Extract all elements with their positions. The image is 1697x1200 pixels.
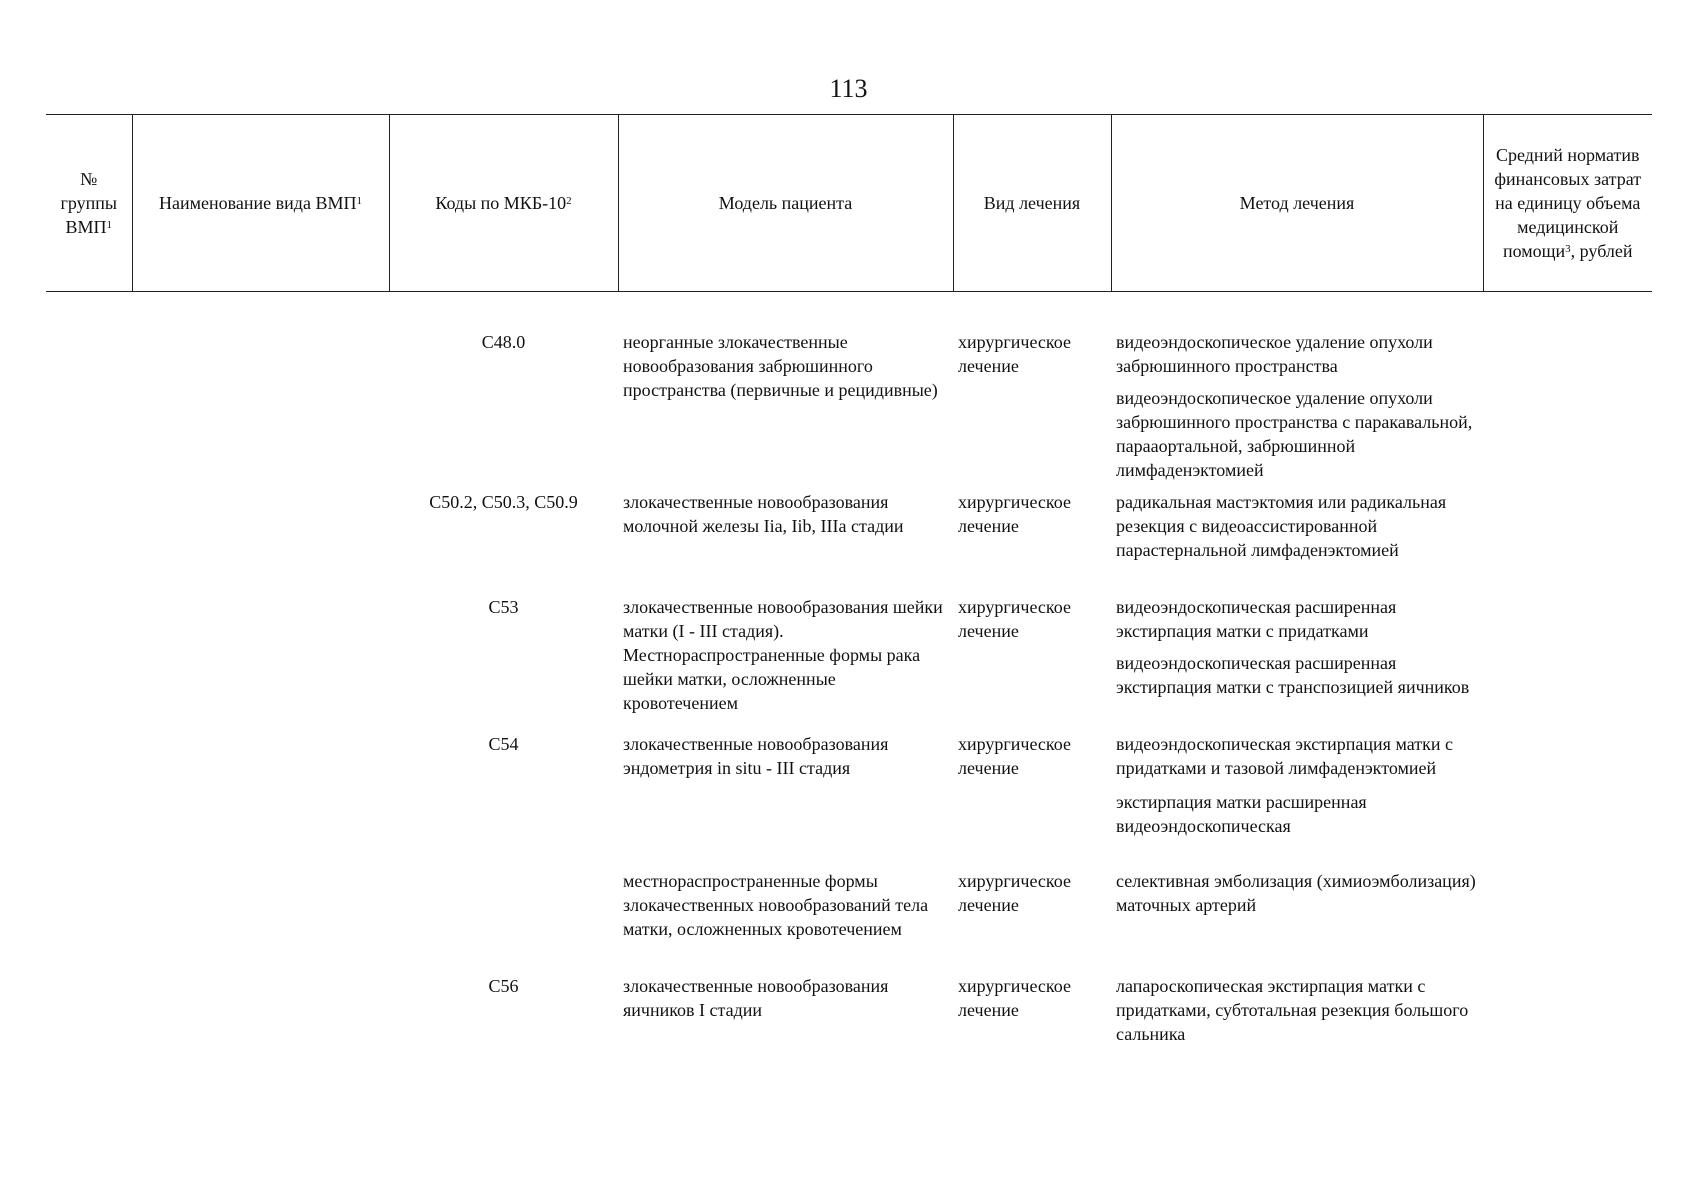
table-row bbox=[46, 869, 1652, 974]
cell-vmp-name bbox=[132, 974, 389, 1054]
header-cost-norm-footnote: 3 bbox=[1565, 243, 1571, 255]
header-vmp-name-footnote: 1 bbox=[356, 195, 362, 207]
table-row bbox=[46, 595, 1652, 732]
vmp-table-container bbox=[46, 114, 1652, 1054]
table-header-row bbox=[46, 115, 1652, 292]
header-cost-norm bbox=[1483, 115, 1652, 292]
header-group-no-text: № группы ВМП bbox=[60, 169, 117, 237]
cell-icd-code: C56 bbox=[488, 975, 519, 996]
cell-treatment-type: хирургическое лечение bbox=[958, 870, 1071, 915]
method-item: селективная эмболизация (химиоэмболизация) маточных артерий bbox=[1116, 870, 1476, 915]
header-treatment-method: Метод лечения bbox=[1111, 115, 1483, 292]
cell-icd-code: C53 bbox=[488, 596, 519, 617]
header-group-no bbox=[46, 115, 132, 292]
cell-patient-model: злокачественные новообразования шейки матки (I - III стадия). Местнораспространенные формы рака шейки матки, осложненные кровотечением bbox=[623, 596, 943, 713]
cell-patient-model: местнораспространенные формы злокачественных новообразований тела матки, осложненных кровотечением bbox=[623, 870, 929, 939]
header-treatment-type: Вид лечения bbox=[953, 115, 1111, 292]
cell-cost bbox=[1483, 595, 1652, 732]
spacer-row bbox=[46, 292, 1652, 330]
table-row bbox=[46, 974, 1652, 1054]
header-icd-codes-footnote: 2 bbox=[566, 195, 572, 207]
header-icd-codes-text: Коды по МКБ-10 bbox=[435, 193, 567, 213]
header-cost-norm-unit: , рублей bbox=[1570, 241, 1633, 261]
method-item: видеоэндоскопическое удаление опухоли забрюшинного пространства bbox=[1116, 331, 1433, 376]
cell-group-no bbox=[46, 330, 132, 490]
cell-cost bbox=[1483, 869, 1652, 974]
cell-patient-model: неорганные злокачественные новообразования забрюшинного пространства (первичные и рецидивные) bbox=[623, 331, 938, 400]
cell-icd-code: C48.0 bbox=[481, 331, 526, 352]
cell-vmp-name bbox=[132, 869, 389, 974]
cell-patient-model: злокачественные новообразования молочной железы Iia, Iib, IIIa стадии bbox=[623, 491, 904, 536]
cell-cost bbox=[1483, 974, 1652, 1054]
cell-cost bbox=[1483, 732, 1652, 869]
header-vmp-name bbox=[132, 115, 389, 292]
cell-group-no bbox=[46, 974, 132, 1054]
method-item: экстирпация матки расширенная видеоэндоскопическая bbox=[1116, 791, 1367, 836]
table-row bbox=[46, 490, 1652, 595]
header-group-no-footnote: 1 bbox=[106, 219, 112, 231]
page-number: 113 bbox=[829, 74, 868, 103]
cell-treatment-method bbox=[1111, 595, 1483, 732]
cell-patient-model: злокачественные новообразования яичников I стадии bbox=[623, 975, 889, 1020]
cell-icd-code: C50.2, C50.3, C50.9 bbox=[429, 491, 578, 512]
method-item: видеоэндоскопическое удаление опухоли забрюшинного пространства с паракавальной, парааортальной, забрюшинной лимфаденэктомией bbox=[1116, 387, 1473, 480]
vmp-table bbox=[46, 114, 1652, 1054]
method-item: радикальная мастэктомия или радикальная резекция с видеоассистированной парастернальной лимфаденэктомией bbox=[1116, 491, 1447, 560]
header-cost-norm-text: Средний норматив финансовых затрат на единицу объема медицинской помощи bbox=[1494, 145, 1642, 261]
cell-cost bbox=[1483, 490, 1652, 595]
cell-cost bbox=[1483, 330, 1652, 490]
cell-treatment-method bbox=[1111, 330, 1483, 490]
cell-treatment-type: хирургическое лечение bbox=[958, 331, 1071, 376]
cell-group-no bbox=[46, 732, 132, 869]
header-icd-codes bbox=[389, 115, 618, 292]
cell-icd-code bbox=[389, 869, 618, 974]
cell-vmp-name bbox=[132, 595, 389, 732]
cell-treatment-method bbox=[1111, 869, 1483, 974]
cell-treatment-method bbox=[1111, 490, 1483, 595]
cell-vmp-name bbox=[132, 490, 389, 595]
header-patient-model: Модель пациента bbox=[618, 115, 953, 292]
cell-treatment-type: хирургическое лечение bbox=[958, 596, 1071, 641]
cell-vmp-name bbox=[132, 330, 389, 490]
method-item: лапароскопическая экстирпация матки с придатками, субтотальная резекция большого сальника bbox=[1116, 975, 1469, 1044]
method-item: видеоэндоскопическая экстирпация матки с придатками и тазовой лимфаденэктомией bbox=[1116, 733, 1453, 778]
header-vmp-name-text: Наименование вида ВМП bbox=[159, 193, 357, 213]
table-row bbox=[46, 732, 1652, 869]
cell-icd-code: C54 bbox=[488, 733, 519, 754]
cell-treatment-type: хирургическое лечение bbox=[958, 491, 1071, 536]
table-row bbox=[46, 330, 1652, 490]
cell-group-no bbox=[46, 490, 132, 595]
cell-vmp-name bbox=[132, 732, 389, 869]
cell-group-no bbox=[46, 595, 132, 732]
method-item: видеоэндоскопическая расширенная экстирпация матки с придатками bbox=[1116, 596, 1397, 641]
cell-group-no bbox=[46, 869, 132, 974]
cell-treatment-method bbox=[1111, 732, 1483, 869]
cell-treatment-type: хирургическое лечение bbox=[958, 733, 1071, 778]
method-item: видеоэндоскопическая расширенная экстирпация матки с транспозицией яичников bbox=[1116, 652, 1470, 697]
cell-patient-model: злокачественные новообразования эндометрия in situ - III стадия bbox=[623, 733, 889, 778]
cell-treatment-type: хирургическое лечение bbox=[958, 975, 1071, 1020]
cell-treatment-method bbox=[1111, 974, 1483, 1054]
